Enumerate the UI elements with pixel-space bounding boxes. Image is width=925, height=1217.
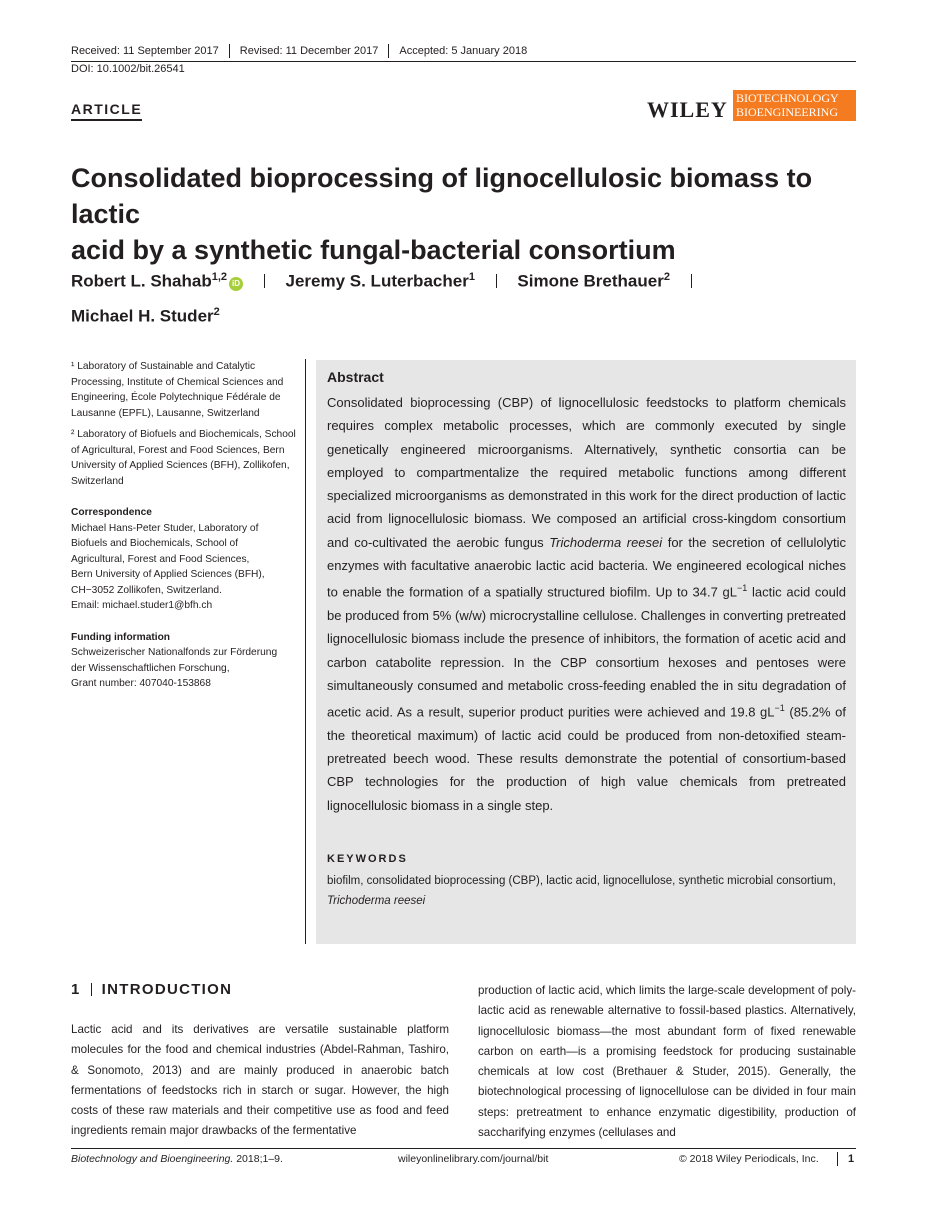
- species-name: Trichoderma reesei: [549, 534, 663, 550]
- footer-citation: [71, 1153, 283, 1165]
- keywords-heading: KEYWORDS: [327, 853, 408, 865]
- author-affiliation-marker: 2: [663, 271, 670, 283]
- footer-copyright: © 2018 Wiley Periodicals, Inc.: [679, 1153, 819, 1165]
- section-number: 1: [71, 981, 81, 998]
- header-rule: [71, 61, 856, 62]
- intro-column-1: Lactic acid and its derivatives are versatile sustainable platform molecules for the food and chemical industries (Abdel-Rahman, Tashiro, & Sonomoto, 2013) and are mainly produced in anaerobic batch fermentations of feedstocks rich in starch or sugar. However, the high costs of these raw materials and their competitive use as food and feed ingredients remain major drawbacks of the fermentative: [71, 1023, 449, 1138]
- author-name[interactable]: Robert L. Shahab: [71, 271, 212, 291]
- abstract-text: (85.2% of the theoretical maximum) of lactic acid could be produced from non-detoxified steam-pretreated beech wood. These results demonstrate the potential of consortium-based CBP technologies for the production of high value chemicals from pretreated lignocellulosic biomass in a single step.: [327, 704, 846, 813]
- keyword-species: Trichoderma reesei: [327, 895, 426, 907]
- received-dates: [71, 44, 527, 58]
- header-divider: [388, 44, 389, 58]
- affiliation-2: ² Laboratory of Biofuels and Biochemicals, School of Agricultural, Forest and Food Sciences, Bern University of Applied Sciences (BFH), Zollikofen, Switzerland: [71, 429, 296, 487]
- affiliation-1: ¹ Laboratory of Sustainable and Catalytic Processing, Institute of Chemical Sciences and Engineering, École Polytechnique Fédérale de Lausanne (EPFL), Lausanne, Switzerland: [71, 361, 284, 419]
- abstract-text: lactic acid could be produced from 5% (w/w) microcrystalline cellulose. Challenges in converting pretreated lignocellulosic biomass include the presence of inhibitors, the formation of acetic acid and carbon catabolite repression. In the CBP consortium hexoses and pentoses were simultaneously consumed and metabolic cross-feeding enabled the in situ degradation of acetic acid. As a result, superior product purities were achieved and 19.8 gL: [327, 584, 846, 720]
- footer-divider: [837, 1152, 838, 1166]
- funding-block: [71, 630, 296, 692]
- header-divider: [229, 44, 230, 58]
- section-title: INTRODUCTION: [101, 981, 233, 998]
- unit-exponent: −1: [774, 703, 785, 714]
- revised-date: Revised: 11 December 2017: [239, 45, 379, 57]
- author-affiliation-marker: 1,2: [211, 271, 228, 283]
- keywords-text: biofilm, consolidated bioprocessing (CBP), lactic acid, lignocellulose, synthetic microbial consortium,: [327, 875, 836, 887]
- section-heading: [71, 981, 232, 998]
- publisher-logo: WILEY: [647, 97, 728, 122]
- sidebar-divider: [305, 359, 306, 944]
- intro-column-2: production of lactic acid, which limits the large-scale development of poly-lactic acid as renewable alternative to fossil-based plastics. Alternatively, lignocellulosic biomass—the most abundant form of fixed renewable carbon on earth—is a promising feedstock for producing sustainable chemicals at low cost (Brethauer & Studer, 2015). Generally, the biotechnological processing of lignocellulose can be divided in four main steps: pretreatment to enhance enzymatic digestibility, production of saccharifying enzymes (cellulases and: [478, 984, 856, 1140]
- correspondence-line: Michael Hans-Peter Studer, Laboratory of: [71, 522, 259, 534]
- author-list: [71, 262, 861, 331]
- accepted-date: Accepted: 5 January 2018: [399, 45, 528, 57]
- funding-line: der Wissenschaftlichen Forschung,: [71, 662, 230, 674]
- funding-grant: Grant number: 407040-153868: [71, 678, 211, 689]
- abstract-text: for the secretion of cellulolytic enzymes with facultative anaerobic lactic acid bacteria. We engineered ecological niches to enable the formation of a spatially structured biofilm. Up to 34.7 gL: [327, 534, 847, 600]
- author-name[interactable]: Simone Brethauer: [517, 271, 664, 291]
- author-divider: [496, 274, 497, 288]
- footer-rule: [71, 1148, 856, 1149]
- doi[interactable]: DOI: 10.1002/bit.26541: [71, 63, 185, 75]
- abstract-body: [327, 391, 846, 817]
- article-type-label: ARTICLE: [71, 101, 142, 121]
- correspondence-heading: Correspondence: [71, 507, 152, 518]
- paper-title: [71, 160, 861, 268]
- abstract-heading: Abstract: [327, 369, 384, 385]
- funding-line: Schweizerischer Nationalfonds zur Förderung: [71, 647, 278, 658]
- author-divider: [264, 274, 265, 288]
- footer-journal-name: Biotechnology and Bioengineering.: [71, 1153, 234, 1165]
- orcid-icon[interactable]: iD: [229, 277, 243, 291]
- unit-exponent: −1: [737, 583, 748, 594]
- keywords-list: [327, 871, 846, 911]
- received-date: Received: 11 September 2017: [71, 45, 219, 57]
- author-affiliation-marker: 1: [468, 271, 475, 283]
- correspondence-line: Bern University of Applied Sciences (BFH),: [71, 569, 265, 580]
- correspondence-line: Biofuels and Biochemicals, School of: [71, 538, 239, 549]
- footer-url[interactable]: wileyonlinelibrary.com/journal/bit: [398, 1153, 549, 1165]
- journal-logo: [733, 90, 856, 121]
- section-divider: [91, 983, 92, 996]
- correspondence-line: CH−3052 Zollikofen, Switzerland.: [71, 584, 222, 596]
- funding-heading: Funding information: [71, 631, 171, 643]
- journal-logo-line2: BIOENGINEERING: [736, 105, 838, 119]
- journal-logo-line1: BIOTECHNOLOGY: [736, 91, 839, 105]
- footer-volume: 2018;1–9.: [233, 1153, 283, 1165]
- author-divider: [691, 274, 692, 288]
- abstract-text: Consolidated bioprocessing (CBP) of lignocellulosic feedstocks to platform chemicals requires complex metabolic processes, which are commonly executed by single genetically engineered microorganisms. Alternatively, synthetic consortia can be employed to compartmentalize the required metabolic functions among different specialized microorganisms as demonstrated in this work for the direct production of lactic acid from lignocellulosic biomass. We composed an artificial cross-kingdom consortium and co-cultivated the aerobic fungus: [327, 395, 846, 550]
- front-matter-sidebar: [71, 359, 296, 692]
- title-line-2: acid by a synthetic fungal-bacterial consortium: [71, 235, 676, 265]
- correspondence-email[interactable]: Email: michael.studer1@bfh.ch: [71, 600, 213, 611]
- author-name[interactable]: Jeremy S. Luterbacher: [285, 271, 469, 291]
- page-number: 1: [848, 1153, 855, 1165]
- author-affiliation-marker: 2: [213, 305, 220, 318]
- author-name[interactable]: Michael H. Studer: [71, 306, 214, 326]
- correspondence-line: Agricultural, Forest and Food Sciences,: [71, 553, 250, 565]
- title-line-1: Consolidated bioprocessing of lignocellulosic biomass to lactic: [71, 163, 813, 229]
- correspondence-block: [71, 505, 296, 614]
